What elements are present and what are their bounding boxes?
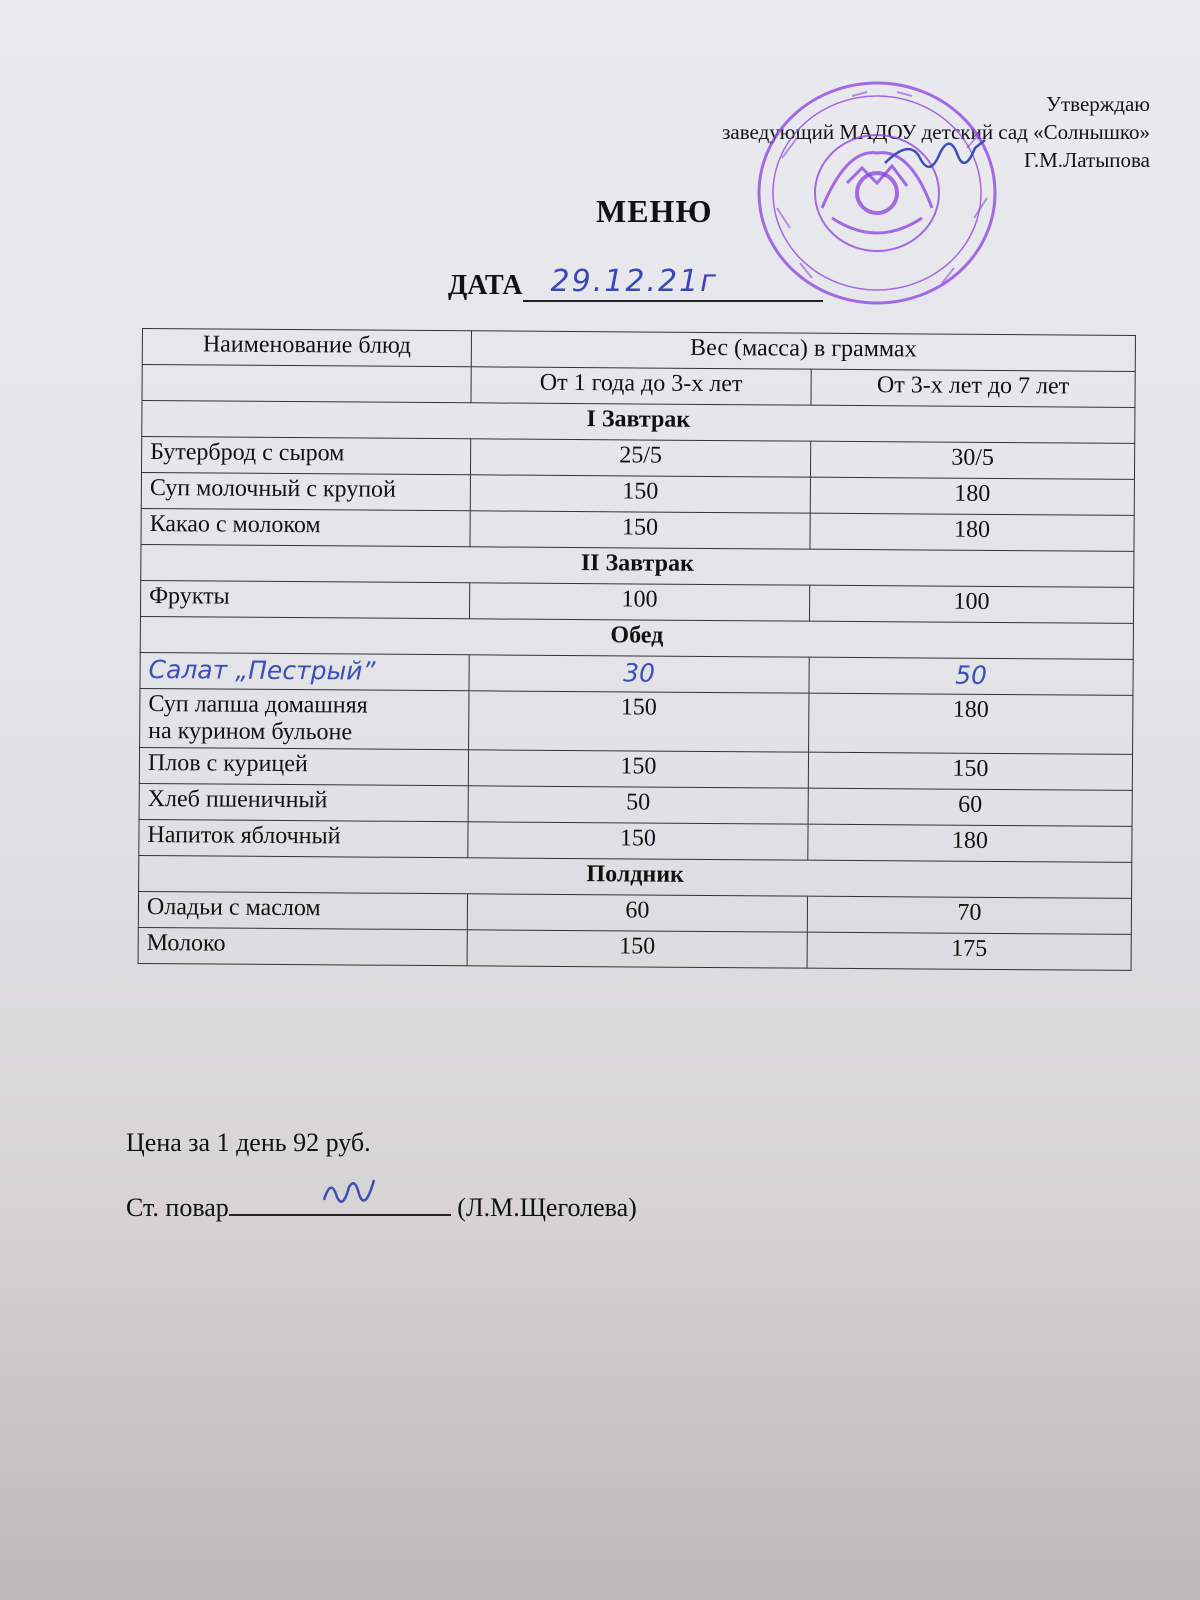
dish-name: Фрукты [149,583,230,610]
date-label: ДАТА [448,270,523,301]
weight-age-3-7 [809,585,1133,623]
header-age-3-7: От 3-х лет до 7 лет [811,369,1135,407]
dish-name: Молоко [146,930,226,957]
header-weight: Вес (масса) в граммах [471,331,1135,372]
dish-name-cell [141,508,470,546]
dish-name-cell [139,783,468,821]
weight-age-3-7 [810,441,1134,479]
header-dish-name: Наименование блюд [142,329,471,367]
weight-value: 180 [952,696,989,723]
dish-name-continued: на курином бульоне [148,718,353,746]
weight-age-3-7 [810,477,1134,515]
weight-age-1-3 [469,583,809,621]
approval-position: заведующий МАДОУ детский сад «Солнышко» [722,120,1150,144]
dish-name-cell [141,472,470,510]
weight-value: 150 [622,514,659,541]
cook-signature-line [126,1190,637,1223]
dish-name: Салат „Пестрый” [148,655,376,686]
date-value: 29.12.21г [550,264,718,299]
dish-name-cell [140,688,469,749]
section-title: I Завтрак [142,401,1135,444]
dish-name: Бутерброд с сыром [150,439,345,467]
weight-age-1-3 [469,691,809,752]
dish-name-cell [141,437,470,475]
weight-value: 180 [954,480,991,507]
cook-signature-field [229,1190,451,1216]
weight-value: 180 [954,516,991,543]
dish-name-cell [138,891,467,929]
weight-value: 60 [958,791,983,818]
weight-age-1-3 [470,511,810,549]
weight-age-1-3 [469,655,809,693]
dish-name: Суп лапша домашняя [148,691,368,719]
weight-value: 50 [626,789,651,816]
weight-age-3-7 [808,752,1132,790]
section-title: Полдник [139,855,1132,898]
table-row [138,927,1131,970]
weight-age-1-3 [468,786,808,824]
weight-value: 150 [622,478,659,505]
menu-table [138,328,1136,971]
approval-signatory: Г.М.Латыпова [1024,148,1150,172]
weight-age-1-3 [468,822,808,860]
subheader-empty [142,365,471,403]
weight-value: 50 [955,660,988,690]
weight-value: 100 [953,588,990,615]
weight-value: 30 [623,658,656,688]
cook-signature [319,1172,379,1219]
weight-value: 150 [620,694,657,721]
cook-label: Ст. повар [126,1193,229,1222]
daily-price: Цена за 1 день 92 руб. [126,1128,371,1157]
dish-name: Оладьи с маслом [146,894,321,922]
weight-age-3-7 [809,693,1133,754]
weight-value: 150 [620,753,657,780]
dish-name: Плов с курицей [147,750,308,778]
date-field [523,264,823,302]
weight-value: 100 [621,586,658,613]
dish-name-cell [139,747,468,785]
dish-name-cell [138,927,467,965]
date-row [448,264,823,302]
dish-name-cell [140,580,469,618]
weight-value: 180 [951,827,989,854]
weight-value: 175 [951,935,988,962]
dish-name: Напиток яблочный [147,822,341,850]
weight-age-1-3 [467,930,807,968]
weight-age-3-7 [807,932,1131,970]
weight-age-1-3 [470,439,810,477]
weight-age-3-7 [809,657,1133,695]
weight-age-3-7 [810,513,1134,551]
dish-name: Хлеб пшеничный [147,786,328,814]
dish-name-cell [139,819,468,857]
approval-heading: Утверждаю [1046,92,1150,116]
section-title: II Завтрак [141,544,1134,587]
dish-name-cell [140,652,469,690]
weight-age-3-7 [808,788,1132,826]
header-age-1-3: От 1 года до 3-х лет [471,367,811,405]
dish-name: Суп молочный с крупой [149,475,397,503]
section-title: Обед [140,616,1133,659]
weight-age-1-3 [467,894,807,932]
weight-value: 60 [625,897,650,924]
dish-name: Какао с молоком [149,511,321,539]
page-title: МЕНЮ [596,193,713,229]
table-row [140,688,1133,754]
weight-value: 150 [619,825,657,852]
cook-name: (Л.М.Щеголева) [457,1193,637,1222]
weight-value: 25/5 [619,442,663,469]
weight-value: 30/5 [951,444,995,471]
weight-value: 70 [957,899,982,926]
weight-age-3-7 [807,896,1131,934]
weight-value: 150 [952,755,989,782]
weight-value: 150 [619,933,656,960]
weight-age-1-3 [468,750,808,788]
weight-age-1-3 [470,475,810,513]
weight-age-3-7 [808,824,1132,862]
head-signature [880,128,990,183]
